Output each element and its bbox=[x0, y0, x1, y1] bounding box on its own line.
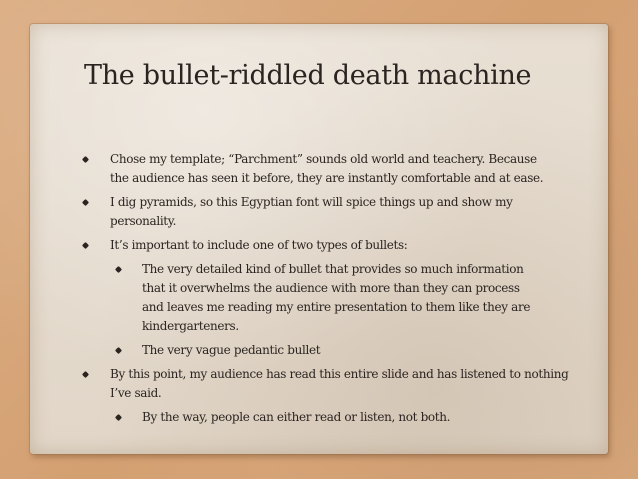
bullet-text: By the way, people can either read or listen, not both. bbox=[142, 410, 451, 424]
bullet-text: The very detailed kind of bullet that provides so much information that it overwhelms the audience with more than they can process and leaves me reading my entire presentation to them like they are kindergarteners. bbox=[142, 262, 531, 333]
slide-title: The bullet-riddled death machine bbox=[84, 60, 532, 91]
bullet-icon bbox=[115, 266, 122, 273]
sub-bullet-item bbox=[76, 408, 572, 427]
sub-bullet-item bbox=[76, 341, 582, 360]
bullet-icon bbox=[115, 347, 122, 354]
bullet-item bbox=[76, 236, 580, 255]
bullet-list bbox=[76, 150, 576, 432]
bullet-item bbox=[76, 150, 550, 188]
bullet-text: Chose my template; “Parchment” sounds old world and teachery. Because the audience has seen it before, they are instantly comfortable and at ease. bbox=[110, 152, 544, 185]
bullet-item bbox=[76, 193, 580, 231]
bullet-text: By this point, my audience has read this entire slide and has listened to nothing I’ve said. bbox=[110, 367, 569, 400]
bullet-icon bbox=[82, 156, 89, 163]
bullet-icon bbox=[82, 199, 89, 206]
bullet-item bbox=[76, 365, 580, 403]
bullet-icon bbox=[115, 414, 122, 421]
sub-bullet-item bbox=[76, 260, 542, 336]
bullet-text: I dig pyramids, so this Egyptian font will spice things up and show my personality. bbox=[110, 195, 513, 228]
bullet-icon bbox=[82, 371, 89, 378]
bullet-text: It’s important to include one of two types of bullets: bbox=[110, 238, 408, 252]
bullet-icon bbox=[82, 242, 89, 249]
bullet-text: The very vague pedantic bullet bbox=[142, 343, 321, 357]
